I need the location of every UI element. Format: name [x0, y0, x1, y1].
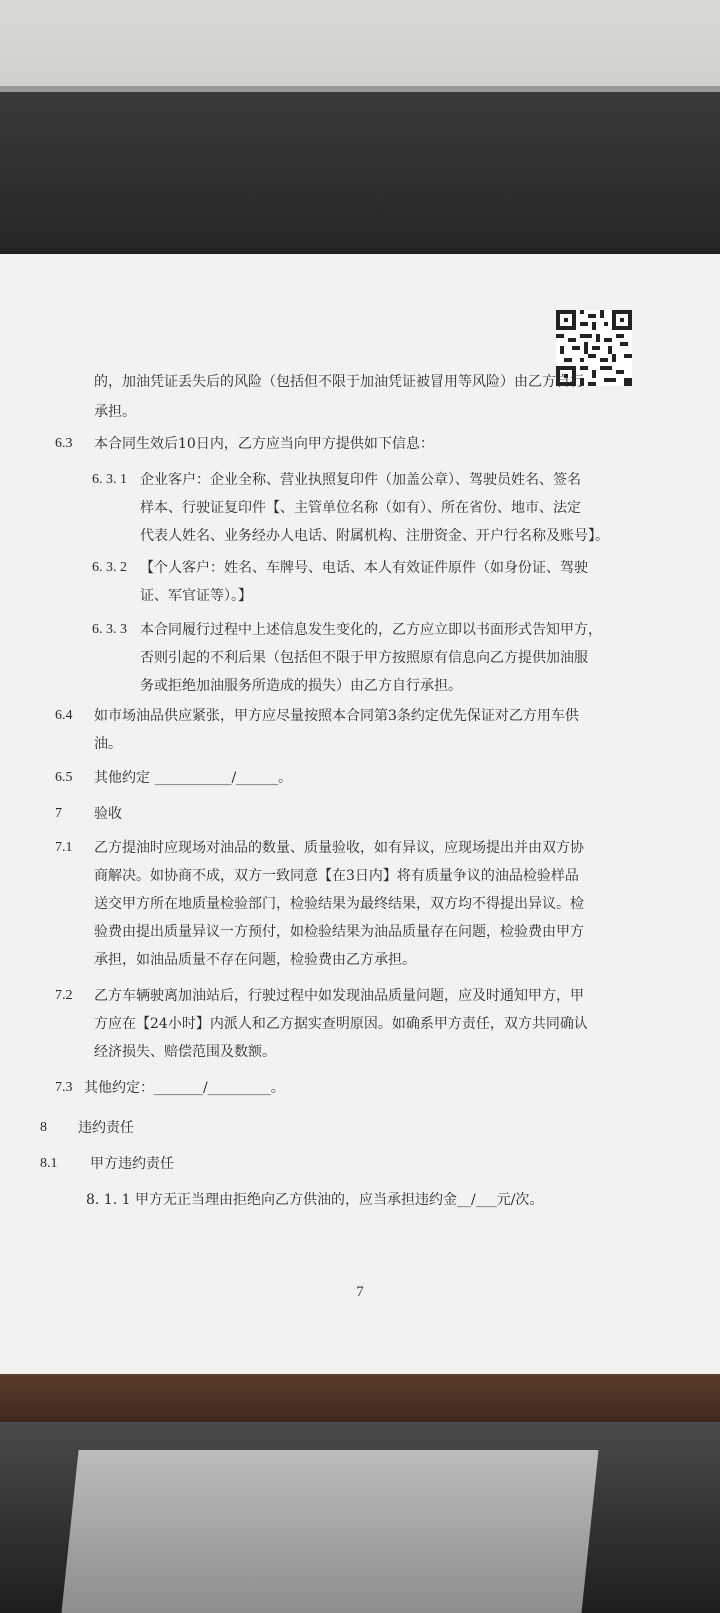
- background-table-edge: [0, 1374, 720, 1422]
- text-line: 的，加油凭证丢失后的风险（包括但不限于加油凭证被冒用等风险）由乙方自行: [94, 374, 584, 390]
- text-line: 甲方违约责任: [90, 1156, 174, 1172]
- section-number: 8: [40, 1120, 47, 1135]
- text-line: 其他约定 ___________/______。: [94, 770, 293, 786]
- clause-number: 6. 3. 1: [92, 472, 127, 487]
- text-line: 8. 1. 1 甲方无正当理由拒绝向乙方供油的，应当承担违约金__/___元/次。: [86, 1192, 544, 1208]
- clause-number: 7.3: [55, 1080, 73, 1095]
- text-line: 其他约定：_______/_________。: [84, 1080, 285, 1096]
- section-title: 验收: [94, 806, 122, 822]
- clause-number: 6.4: [55, 708, 73, 723]
- background-top-strip: [0, 0, 720, 92]
- clause-number: 6. 3. 2: [92, 560, 127, 575]
- text-line: 如市场油品供应紧张，甲方应尽量按照本合同第3条约定优先保证对乙方用车供: [94, 708, 579, 724]
- text-line: 本合同生效后10日内，乙方应当向甲方提供如下信息：: [94, 436, 434, 452]
- document-page: [0, 254, 720, 1374]
- text-line: 证、军官证等）。】: [140, 588, 252, 604]
- background-bottom: [0, 1422, 720, 1613]
- text-line: 乙方车辆驶离加油站后，行驶过程中如发现油品质量问题，应及时通知甲方，甲: [94, 988, 584, 1004]
- text-line: 商解决。如协商不成，双方一致同意【在3日内】将有质量争议的油品检验样品: [94, 868, 579, 884]
- clause-number: 7.1: [55, 840, 73, 855]
- text-line: 企业客户：企业全称、营业执照复印件（加盖公章）、驾驶员姓名、签名: [140, 472, 581, 488]
- section-number: 7: [55, 806, 62, 821]
- text-line: 否则引起的不利后果（包括但不限于甲方按照原有信息向乙方提供加油服: [140, 650, 588, 666]
- text-line: 承担。: [94, 404, 136, 420]
- clause-number: 6. 3. 3: [92, 622, 127, 637]
- text-line: 油。: [94, 736, 122, 752]
- text-line: 经济损失、赔偿范围及数额。: [94, 1044, 276, 1060]
- clause-number: 8.1: [40, 1156, 58, 1171]
- section-title: 违约责任: [78, 1120, 134, 1136]
- clause-number: 6.3: [55, 436, 73, 451]
- text-line: 【个人客户：姓名、车牌号、电话、本人有效证件原件（如身份证、驾驶: [140, 560, 588, 576]
- text-line: 乙方提油时应现场对油品的数量、质量验收，如有异议，应现场提出并由双方协: [94, 840, 584, 856]
- background-dark-area: [0, 92, 720, 254]
- text-line: 务或拒绝加油服务所造成的损失）由乙方自行承担。: [140, 678, 462, 694]
- text-line: 样本、行驶证复印件【、主管单位名称（如有）、所在省份、地市、法定: [140, 500, 581, 516]
- page-number: 7: [356, 1284, 364, 1300]
- text-line: 送交甲方所在地质量检验部门，检验结果为最终结果，双方均不得提出异议。检: [94, 896, 584, 912]
- text-line: 承担，如油品质量不存在问题，检验费由乙方承担。: [94, 952, 416, 968]
- text-line: 代表人姓名、业务经办人电话、附属机构、注册资金、开户行名称及账号】。: [140, 528, 609, 544]
- text-line: 方应在【24小时】内派人和乙方据实查明原因。如确系甲方责任，双方共同确认: [94, 1016, 588, 1032]
- text-line: 本合同履行过程中上述信息发生变化的，乙方应立即以书面形式告知甲方，: [140, 622, 602, 638]
- text-line: 验费由提出质量异议一方预付，如检验结果为油品质量存在问题，检验费由甲方: [94, 924, 584, 940]
- clause-number: 6.5: [55, 770, 73, 785]
- clause-number: 7.2: [55, 988, 73, 1003]
